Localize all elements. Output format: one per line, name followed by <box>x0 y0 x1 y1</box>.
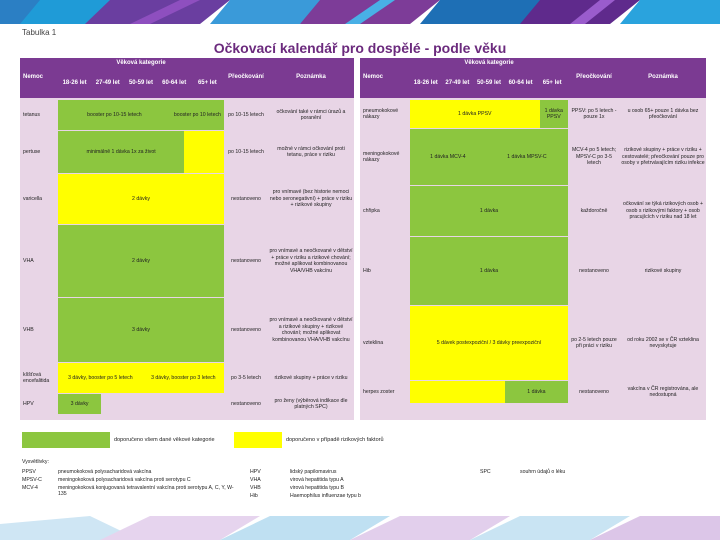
header-age-right-0: 18-26 let <box>410 70 442 98</box>
header-age-left-0: 18-26 let <box>58 70 91 98</box>
age-segment: minimálně 1 dávka 1x za život <box>58 131 184 173</box>
abbreviation-key: VHA <box>250 477 261 483</box>
age-segment: 1 dávka <box>410 237 568 305</box>
age-segment: 3 dávky, booster po 3 letech <box>143 363 224 393</box>
header-age-right-4: 65+ let <box>536 70 568 98</box>
revaccination-cell: PPSV: po 5 letech - pouze 1x <box>568 100 620 128</box>
age-segment <box>184 131 224 173</box>
revaccination-cell: nestanoveno <box>224 298 268 362</box>
note-cell: možné v rámci očkování proti tetanu, práce v riziku <box>268 131 354 173</box>
legend-swatch-yellow <box>234 432 282 448</box>
note-cell: od roku 2002 se v ČR vzteklina nevyskytuje <box>620 306 706 380</box>
disease-name: herpes zoster <box>360 381 410 403</box>
note-cell: pro vnímavé a neočkované v dětství + práce v riziku a rizikové chování; možné aplikovat kombinovanou VHA/VHB vakcínu <box>268 225 354 297</box>
header-disease-left: Nemoc <box>20 58 58 98</box>
abbreviation-key: PPSV <box>22 469 36 475</box>
age-segment: 1 dávka MPSV-C <box>486 129 568 185</box>
age-segment: booster po 10-15 letech <box>58 100 171 130</box>
revaccination-cell: nestanoveno <box>568 237 620 305</box>
disease-name: Hib <box>360 237 410 305</box>
decorative-bottom-band <box>0 516 720 540</box>
age-segment: 1 dávka <box>505 381 568 403</box>
note-cell: vakcína v ČR registrována, ale nedostupná <box>620 381 706 403</box>
abbreviation-value: virová hepatitida typu A <box>290 477 344 483</box>
age-segment: booster po 10 letech <box>171 100 224 130</box>
note-cell: pro vnímavé a neočkované v dětství a rizikové skupiny + rizikové chování; možné aplikovat kombinovanou VHA/VHB vakcínu <box>268 298 354 362</box>
abbreviation-key: SPC <box>480 469 491 475</box>
disease-name: chřipka <box>360 186 410 236</box>
revaccination-cell: nestanoveno <box>224 225 268 297</box>
disease-name: vzteklina <box>360 306 410 380</box>
disease-name: klíšťová encefalitida <box>20 363 58 393</box>
disease-name: VHA <box>20 225 58 297</box>
age-segment: 1 dávka <box>410 186 568 236</box>
header-age-left-1: 27-49 let <box>91 70 124 98</box>
abbreviation-value: pneumokoková polysacharidová vakcína <box>58 469 152 475</box>
age-segment: 3 dávky, booster po 5 letech <box>58 363 143 393</box>
header-age-category-right: Věková kategorie <box>410 58 568 70</box>
age-segment <box>410 381 505 403</box>
note-cell: pro ženy (výběrová indikace dle platných SPC) <box>268 394 354 414</box>
revaccination-cell: každoročně <box>568 186 620 236</box>
age-segment: 2 dávky <box>58 174 224 224</box>
note-cell: očkování se týká rizikových osob + osob s rizikovými faktory + osob pracujících v riziku nad 18 let <box>620 186 706 236</box>
abbreviation-value: souhrn údajů o léku <box>520 469 566 475</box>
abbreviation-value: Haemophilus influenzae typu b <box>290 493 361 499</box>
header-note-right: Poznámka <box>620 58 706 98</box>
note-cell: rizikové skupiny + práce v riziku <box>268 363 354 393</box>
abbreviation-value: virová hepatitida typu B <box>290 485 344 491</box>
abbreviation-key: MCV-4 <box>22 485 38 491</box>
abbreviation-value: meningokoková konjugovaná tetravalentní vakcína proti serotypu A, C, Y, W-135 <box>58 485 234 497</box>
disease-name: pertuse <box>20 131 58 173</box>
header-age-left-2: 50-59 let <box>124 70 157 98</box>
disease-name: varicella <box>20 174 58 224</box>
header-disease-right: Nemoc <box>360 58 410 98</box>
header-age-left-3: 60-64 let <box>158 70 191 98</box>
age-segment: 1 dávka MCV-4 <box>410 129 486 185</box>
disease-name: pneumokokové nákazy <box>360 100 410 128</box>
decorative-top-band <box>0 0 720 24</box>
header-age-category-left: Věková kategorie <box>58 58 224 70</box>
note-cell: rizikové skupiny <box>620 237 706 305</box>
header-age-right-1: 27-49 let <box>442 70 474 98</box>
abbreviation-key: VHB <box>250 485 261 491</box>
panel-divider <box>354 58 360 420</box>
legend-label: doporučeno v případě rizikových faktorů <box>286 437 384 443</box>
abbreviation-key: Hib <box>250 493 258 499</box>
note-cell: rizikové skupiny + práce v riziku + cestovatelé; přeočkování pouze pro osoby v přetrvávajícím riziku infekce <box>620 129 706 185</box>
header-age-right-2: 50-59 let <box>473 70 505 98</box>
age-segment: 2 dávky <box>58 225 224 297</box>
age-segment: 1 dávka PPSV <box>540 100 568 128</box>
abbreviation-key: HPV <box>250 469 261 475</box>
note-cell: očkování také v rámci úrazů a poranění <box>268 100 354 130</box>
abbreviation-value: lidský papilomavirus <box>290 469 337 475</box>
note-cell: u osob 65+ pouze 1 dávka bez přeočkování <box>620 100 706 128</box>
revaccination-cell: po 10-15 letech <box>224 100 268 130</box>
table-label: Tabulka 1 <box>22 28 57 37</box>
vaccination-table <box>20 58 706 420</box>
legend-swatch-green <box>22 432 110 448</box>
note-cell: pro vnímavé (bez historie nemoci nebo seronegativní) + práce v riziku + rizikové skupiny <box>268 174 354 224</box>
disease-name: tetanus <box>20 100 58 130</box>
header-revaccination-right: Přeočkování <box>568 58 620 98</box>
disease-name: HPV <box>20 394 58 414</box>
revaccination-cell: po 3-5 letech <box>224 363 268 393</box>
disease-name: VHB <box>20 298 58 362</box>
revaccination-cell: nestanoveno <box>568 381 620 403</box>
abbreviation-value: meningokoková polysacharidová vakcína proti serotypu C <box>58 477 191 483</box>
revaccination-cell: po 2-5 letech pouze při práci v riziku <box>568 306 620 380</box>
revaccination-cell: MCV-4 po 5 letech; MPSV-C po 3-5 letech <box>568 129 620 185</box>
header-age-left-4: 65+ let <box>191 70 224 98</box>
header-age-right-3: 60-64 let <box>505 70 537 98</box>
revaccination-cell: nestanoveno <box>224 394 268 414</box>
age-segment: 3 dávky <box>58 394 101 414</box>
revaccination-cell: nestanoveno <box>224 174 268 224</box>
revaccination-cell: po 10-15 letech <box>224 131 268 173</box>
age-segment: 3 dávky <box>58 298 224 362</box>
abbreviations-title: Vysvětlivky: <box>22 459 49 465</box>
age-segment: 1 dávka PPSV <box>410 100 540 128</box>
age-segment: 5 dávek postexpoziční / 3 dávky preexpoziční <box>410 306 568 380</box>
abbreviation-key: MPSV-C <box>22 477 42 483</box>
header-note-left: Poznámka <box>268 58 354 98</box>
disease-name: meningokokové nákazy <box>360 129 410 185</box>
age-segment-empty <box>101 394 224 414</box>
header-revaccination-left: Přeočkování <box>224 58 268 98</box>
legend-label: doporučeno všem dané věkové kategorie <box>114 437 215 443</box>
page-title: Očkovací kalendář pro dospělé - podle věku <box>213 40 507 56</box>
